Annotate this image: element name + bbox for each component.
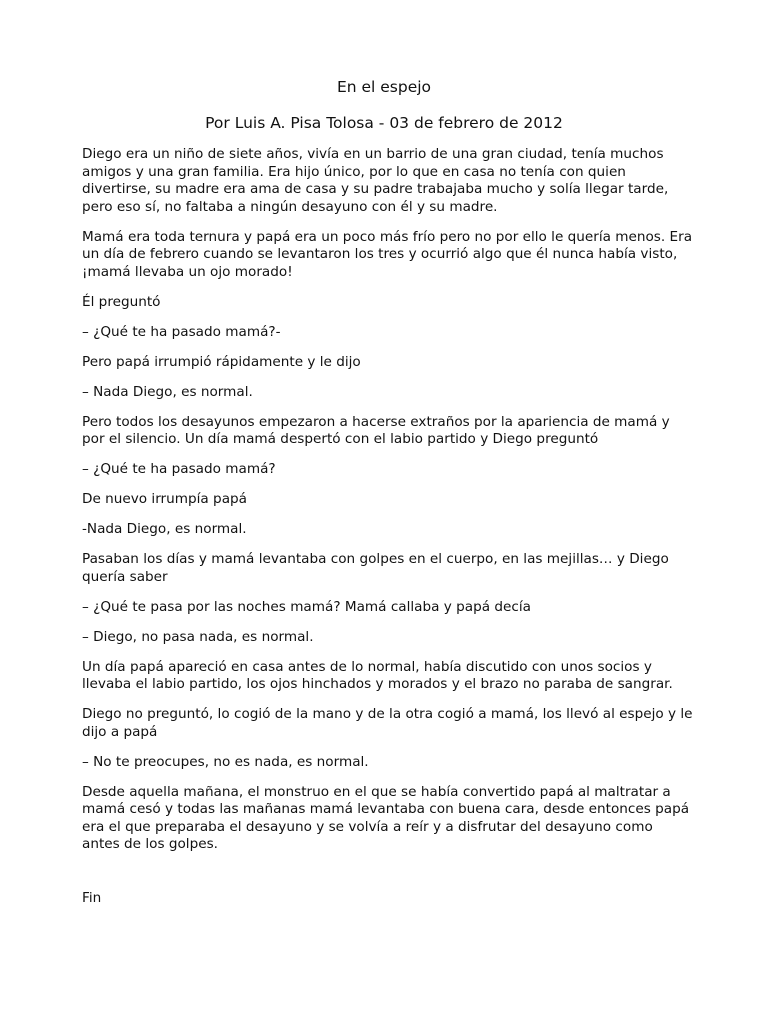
- paragraph: – No te preocupes, no es nada, es normal.: [82, 753, 369, 770]
- story-body: [82, 146, 694, 920]
- paragraph: Pero papá irrumpió rápidamente y le dijo: [82, 353, 361, 370]
- paragraph: Pasaban los días y mamá levantaba con golpes en el cuerpo, en las mejillas… y Diego quería saber: [82, 551, 669, 585]
- paragraph: – ¿Qué te pasa por las noches mamá? Mamá callaba y papá decía: [82, 598, 531, 615]
- paragraph: Un día papá apareció en casa antes de lo normal, había discutido con unos socios y llevaba el labio partido, los ojos hinchados y morados y el brazo no paraba de sangrar.: [82, 658, 673, 692]
- paragraph: – ¿Qué te ha pasado mamá?-: [82, 323, 281, 340]
- paragraph: Pero todos los desayunos empezaron a hacerse extraños por la apariencia de mamá y por el silencio. Un día mamá despertó con el labio partido y Diego preguntó: [82, 413, 670, 447]
- paragraph: – Diego, no pasa nada, es normal.: [82, 628, 314, 645]
- paragraph: Diego no preguntó, lo cogió de la mano y de la otra cogió a mamá, los llevó al espejo y le dijo a papá: [82, 706, 693, 740]
- document-byline: Por Luis A. Pisa Tolosa - 03 de febrero de 2012: [205, 114, 563, 132]
- paragraph: Diego era un niño de siete años, vivía en un barrio de una gran ciudad, tenía muchos amigos y una gran familia. Era hijo único, por lo que en casa no tenía con quien divertirse, su madre era ama de casa y su padre trabajaba mucho y solía llegar tarde, pero eso sí, no faltaba a ningún desayuno con él y su madre.: [82, 146, 669, 215]
- paragraph: -Nada Diego, es normal.: [82, 521, 247, 537]
- ending-text: Fin: [82, 889, 102, 906]
- paragraph: – ¿Qué te ha pasado mamá?: [82, 461, 276, 477]
- paragraph: – Nada Diego, es normal.: [82, 383, 253, 400]
- paragraph: Él preguntó: [82, 293, 161, 310]
- document-title: En el espejo: [336, 78, 432, 96]
- paragraph: De nuevo irrumpía papá: [82, 491, 247, 507]
- paragraph: Mamá era toda ternura y papá era un poco más frío pero no por ello le quería menos. Era un día de febrero cuando se levantaron los tres y ocurrió algo que él nunca había visto, ¡mamá llevaba un ojo morado!: [82, 228, 693, 280]
- paragraph: Desde aquella mañana, el monstruo en el que se había convertido papá al maltratar a mamá cesó y todas las mañanas mamá levantaba con buena cara, desde entonces papá era el que preparaba el desayuno y se volvía a reír y a disfrutar del desayuno como antes de los golpes.: [82, 783, 690, 852]
